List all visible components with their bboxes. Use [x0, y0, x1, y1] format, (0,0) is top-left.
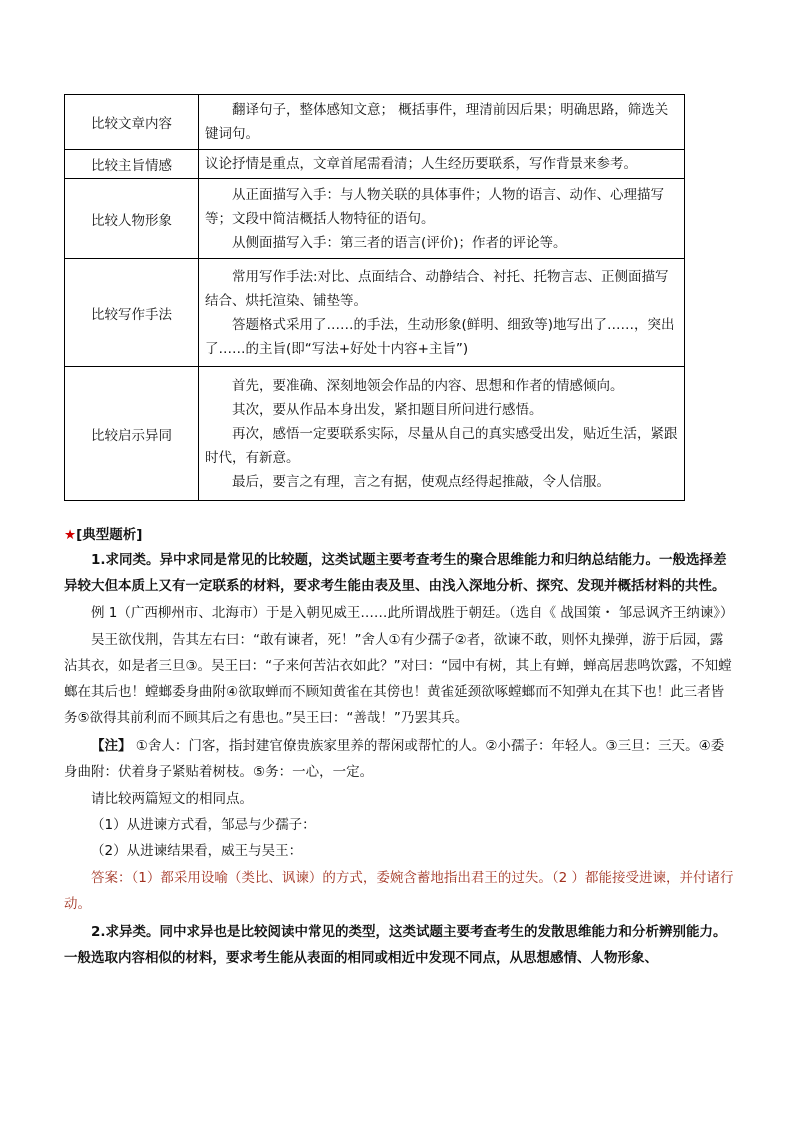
table-row: [65, 179, 685, 259]
question-2: （2）从进谏结果看，威王与吴王：: [91, 843, 303, 859]
comparison-table: [64, 94, 685, 501]
example-source: 例 1（广西柳州市、北海市）于是入朝见威王……此所谓战胜于朝廷。（选自《 战国策・ 邹忌讽齐王纳谏》）: [91, 605, 734, 621]
table-row: [65, 95, 685, 150]
row-content: [199, 367, 685, 501]
story-passage: 吴王欲伐荆，告其左右曰：“敢有谏者，死！”舍人①有少孺子②者，欲谏不敢，则怀丸操弹，游于后园，露沾其衣，如是者三旦③。吴王曰：“子来何苦沾衣如此？”对曰：“园中有树，其上有蝉，蝉高居悲鸣饮露，不知螳螂在其后也！螳螂委身曲附④欲取蝉而不顾知黄雀在其傍也！黄雀延颈欲啄螳螂而不知弹丸在其下也！此三者皆务⑤欲得其前利而不顾其后之有患也。”吴王曰：“善哉！”乃罢其兵。: [64, 632, 732, 726]
paragraph-different-type: 2.求异类。同中求异也是比较阅读中常见的类型，这类试题主要考查考生的发散思维能力和分析辨别能力。一般选取内容相似的材料，要求考生能从表面的相同或相近中发现不同点，从思想感情、人物形象、: [64, 924, 727, 966]
row-label: 比较启示异同: [65, 367, 199, 501]
heading-text: [典型题析]: [76, 527, 143, 543]
row-content: [199, 259, 685, 367]
content-line: 议论抒情是重点，文章首尾需看清；人生经历要联系，写作背景来参考。: [205, 156, 637, 172]
notes: [64, 733, 734, 785]
row-label: 比较主旨情感: [65, 150, 199, 179]
section-heading: [64, 523, 734, 547]
typical-analysis-section: [64, 523, 734, 971]
answer-text: 答案：（1）都采用设喻（类比、讽谏）的方式，委婉含蓄地指出君王的过失。（2 ）都能接受进谏，并付诸行动。: [64, 870, 734, 912]
table-row: [65, 150, 685, 179]
paragraph-same-type: 1.求同类。异中求同是常见的比较题，这类试题主要考查考生的聚合思维能力和归纳总结能力。一般选择差异较大但本质上又有一定联系的材料，要求考生能由表及里、由浅入深地分析、探究、发现并概括材料的共性。: [64, 552, 727, 594]
question-1: （1）从进谏方式看，邹忌与少孺子：: [91, 817, 316, 833]
star-icon: ★: [64, 527, 77, 543]
content-line: 从正面描写入手：与人物关联的具体事件；人物的语言、动作、心理描写等；文段中简洁概括人物特征的语句。: [205, 186, 664, 227]
note-text: ①舍人：门客，指封建官僚贵族家里养的帮闲或帮忙的人。②小孺子：年轻人。③三旦：三天。④委身曲附：伏着身子紧贴着树枝。⑤务：一心，一定。: [64, 738, 725, 780]
row-label: 比较人物形象: [65, 179, 199, 259]
content-line: 常用写作手法:对比、点面结合、动静结合、衬托、托物言志、正侧面描写结合、烘托渲染、铺垫等。: [205, 268, 669, 309]
content-line: 再次，感悟一定要联系实际，尽量从自己的真实感受出发，贴近生活，紧跟时代，有新意。: [205, 425, 678, 466]
content-line: 答题格式采用了……的手法，生动形象(鲜明、细致等)地写出了……，突出了……的主旨(即“写法+好处十内容+主旨”): [205, 316, 675, 357]
table-row: [65, 259, 685, 367]
content-line: 最后，要言之有理，言之有据，使观点经得起推敲，令人信服。: [232, 473, 610, 490]
row-content: [199, 179, 685, 259]
content-line: 从侧面描写入手：第三者的语言(评价)；作者的评论等。: [232, 234, 567, 251]
content-line: 翻译句子，整体感知文意； 概括事件，理清前因后果；明确思路，筛选关键词句。: [205, 102, 669, 142]
content-line: 其次，要从作品本身出发，紧扣题目所问进行感悟。: [232, 401, 543, 418]
table-row: [65, 367, 685, 501]
content-line: 首先，要准确、深刻地领会作品的内容、思想和作者的情感倾向。: [232, 377, 624, 394]
row-label: 比较文章内容: [65, 95, 199, 150]
note-label: 【注】: [91, 738, 132, 754]
question-intro: 请比较两篇短文的相同点。: [91, 791, 253, 807]
row-label: 比较写作手法: [65, 259, 199, 367]
row-content: [199, 150, 685, 179]
row-content: [199, 95, 685, 150]
